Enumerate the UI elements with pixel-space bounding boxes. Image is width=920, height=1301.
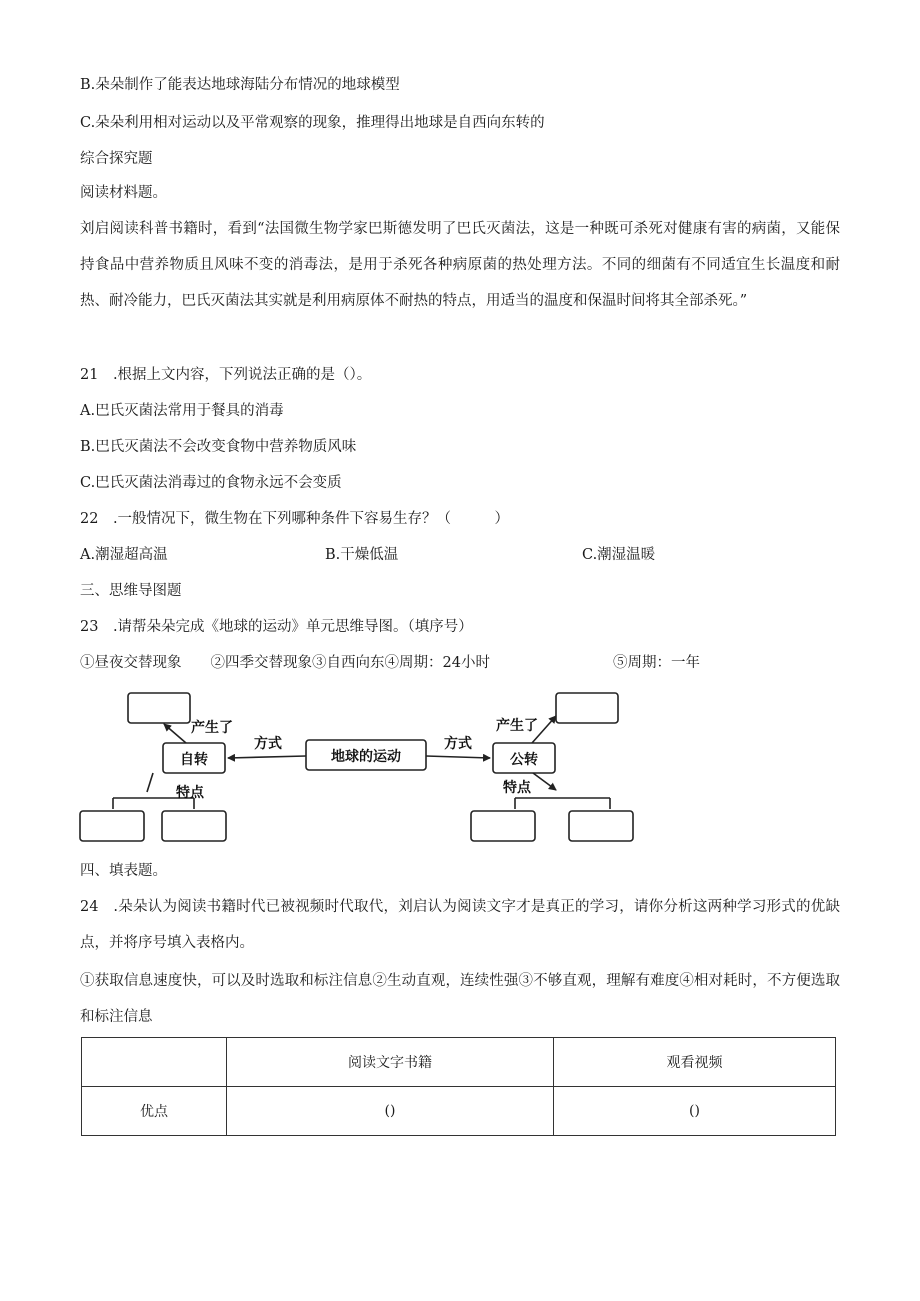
q20-option-c: C.朵朵利用相对运动以及平常观察的现象，推理得出地球是自西向东转的 xyxy=(80,115,545,131)
table-row-label: 优点 xyxy=(82,1087,227,1136)
section-heading-table: 四、填表题。 xyxy=(80,863,167,879)
comparison-table xyxy=(81,1037,836,1136)
q23-choice-5: ⑤周期：一年 xyxy=(613,655,700,671)
section-heading-synthesis: 综合探究题 xyxy=(80,151,153,167)
q21-option-a: A.巴氏灭菌法常用于餐具的消毒 xyxy=(80,403,284,419)
table-header-cell: 观看视频 xyxy=(554,1038,836,1087)
mindmap-answer-box-left-produce xyxy=(128,693,190,723)
mindmap-arrow-left-produce xyxy=(164,724,186,743)
reading-passage: 刘启阅读科普书籍时，看到“法国微生物学家巴斯德发明了巴氏灭菌法，这是一种既可杀死对健康有害的病菌，又能保持食品中营养物质且风味不变的消毒法，是用于杀死各种病原菌的热处理方法。不同的细菌有不同适宜生长温度和耐热、耐冷能力，巴氏灭菌法其实就是利用病原体不耐热的特点，用适当的温度和保温时间将其全部杀死。” xyxy=(80,221,840,309)
mindmap-arrow-to-rotation xyxy=(228,756,306,758)
q22-stem: 22 .一般情况下，微生物在下列哪种条件下容易生存？（ ） xyxy=(80,511,510,527)
section-heading-mindmap: 三、思维导图题 xyxy=(80,583,182,599)
q20-option-b: B.朵朵制作了能表达地球海陆分布情况的地球模型 xyxy=(80,77,400,93)
mindmap-diagram xyxy=(0,680,920,850)
q21-option-b: B.巴氏灭菌法不会改变食物中营养物质风味 xyxy=(80,439,357,455)
mindmap-left-produce-label: 产生了 xyxy=(191,720,233,736)
q24-choices: ①获取信息速度快，可以及时选取和标注信息②生动直观，连续性强③不够直观，理解有难度④相对耗时，不方便选取和标注信息 xyxy=(80,973,840,1025)
mindmap-left-method-label: 方式 xyxy=(254,736,282,752)
mindmap-left-feature-label: 特点 xyxy=(176,785,204,801)
mindmap-rotation-label: 自转 xyxy=(180,752,208,768)
table-row xyxy=(82,1087,836,1136)
q24-stem: 24 .朵朵认为阅读书籍时代已被视频时代取代，刘启认为阅读文字才是真正的学习，请你分析这两种学习形式的优缺点，并将序号填入表格内。 xyxy=(80,899,840,951)
q21-stem: 21 .根据上文内容，下列说法正确的是（）。 xyxy=(80,367,372,383)
mindmap-answer-box-left-feature-1 xyxy=(80,811,144,841)
table-header-row xyxy=(82,1038,836,1087)
q22-option-a: A.潮湿超高温 xyxy=(80,547,168,563)
q23-choices: ①昼夜交替现象 ②四季交替现象③自西向东④周期：24小时 xyxy=(80,655,490,671)
mindmap-answer-box-right-produce xyxy=(556,693,618,723)
mindmap-right-feature-label: 特点 xyxy=(503,780,531,796)
q21-option-c: C.巴氏灭菌法消毒过的食物永远不会变质 xyxy=(80,475,342,491)
mindmap-answer-box-right-feature-1 xyxy=(471,811,535,841)
mindmap-arrow-to-revolution xyxy=(426,756,490,758)
answer-cell-reading[interactable]: () xyxy=(227,1087,554,1136)
mindmap-revolution-label: 公转 xyxy=(510,752,538,768)
mindmap-arrow-right-feature xyxy=(533,773,556,790)
mindmap-answer-box-left-feature-2 xyxy=(162,811,226,841)
table-header-cell xyxy=(82,1038,227,1087)
mindmap-center-label: 地球的运动 xyxy=(331,749,401,765)
mindmap-right-produce-label: 产生了 xyxy=(496,718,538,734)
mindmap-answer-box-right-feature-2 xyxy=(569,811,633,841)
q23-stem: 23 .请帮朵朵完成《地球的运动》单元思维导图。（填序号） xyxy=(80,619,473,635)
reading-title: 阅读材料题。 xyxy=(80,185,167,201)
mindmap-right-method-label: 方式 xyxy=(444,736,472,752)
table-header-cell: 阅读文字书籍 xyxy=(227,1038,554,1087)
answer-cell-video[interactable]: () xyxy=(554,1087,836,1136)
q22-option-c: C.潮湿温暖 xyxy=(582,547,656,563)
q22-option-b: B.干燥低温 xyxy=(325,547,399,563)
